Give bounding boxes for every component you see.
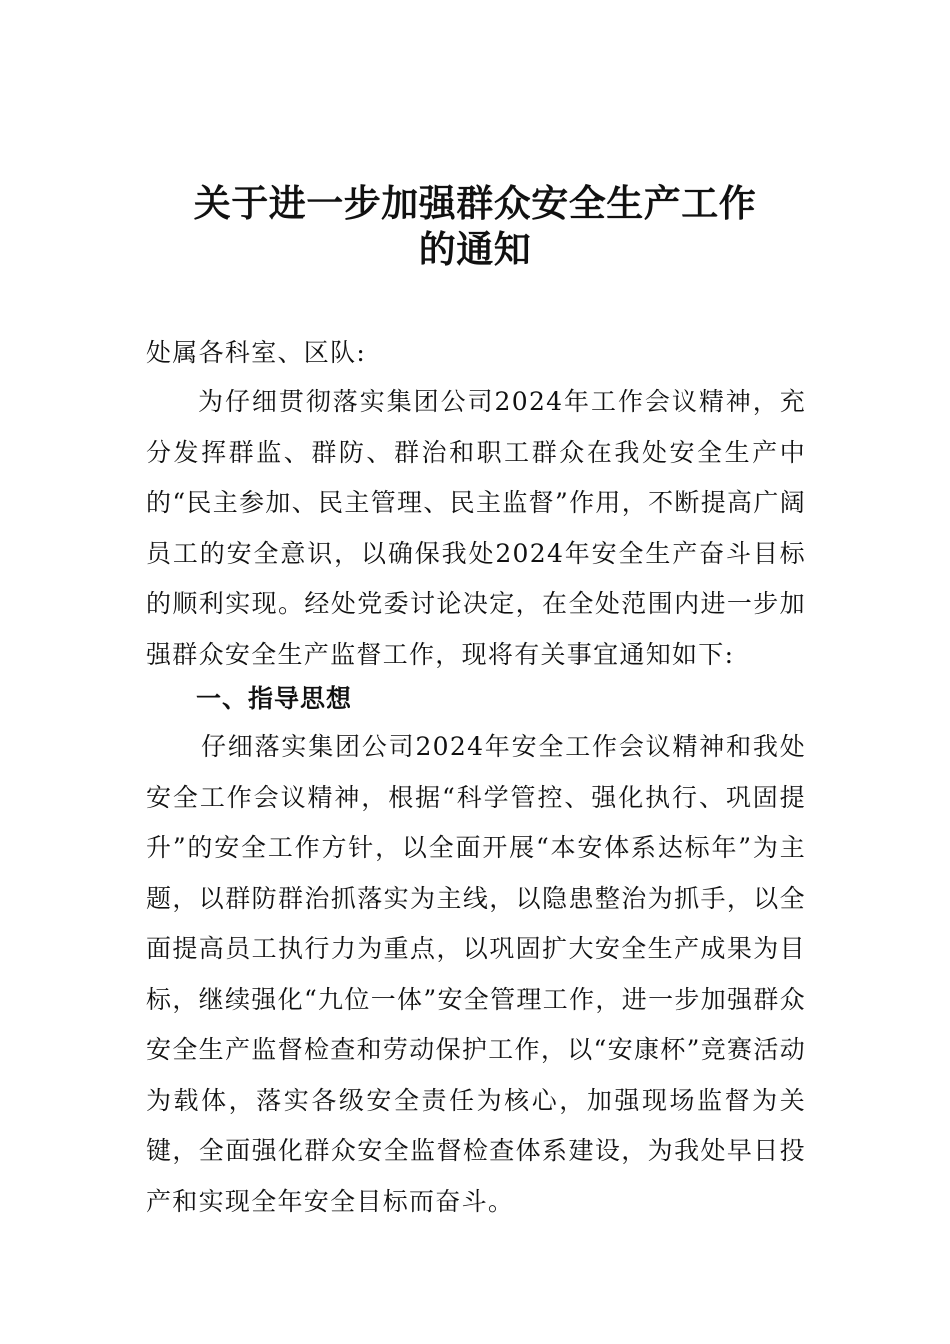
section-heading-guiding-ideology: 一、指导思想 bbox=[196, 684, 353, 713]
salutation: 处属各科室、区队: bbox=[146, 338, 367, 367]
paragraph-guiding-ideology: 仔细落实集团公司2024年安全工作会议精神和我处安全工作会议精神，根据“科学管控、强化执行、巩固提升”的安全工作方针，以全面开展“本安体系达标年”为主题，以群防群治抓落实为主线，以隐患整治为抓手，以全面提高员工执行力为重点，以巩固扩大安全生产成果为目标，继续强化“九位一体”安全管理工作，进一步加强群众安全生产监督检查和劳动保护工作，以“安康杯”竞赛活动为载体，落实各级安全责任为核心，加强现场监督为关键，全面强化群众安全监督检查体系建设，为我处早日投产和实现全年安全目标而奋斗。 bbox=[146, 732, 806, 1216]
document-title-line2: 的通知 bbox=[418, 228, 532, 271]
paragraph-intro: 为仔细贯彻落实集团公司2024年工作会议精神，充分发挥群监、群防、群治和职工群众在我处安全生产中的“民主参加、民主管理、民主监督”作用，不断提高广阔员工的安全意识，以确保我处2024年安全生产奋斗目标的顺利实现。经处党委讨论决定，在全处范围内进一步加强群众安全生产监督工作，现将有关事宜通知如下: bbox=[146, 387, 806, 669]
document-title-line1: 关于进一步加强群众安全生产工作 bbox=[193, 182, 757, 225]
